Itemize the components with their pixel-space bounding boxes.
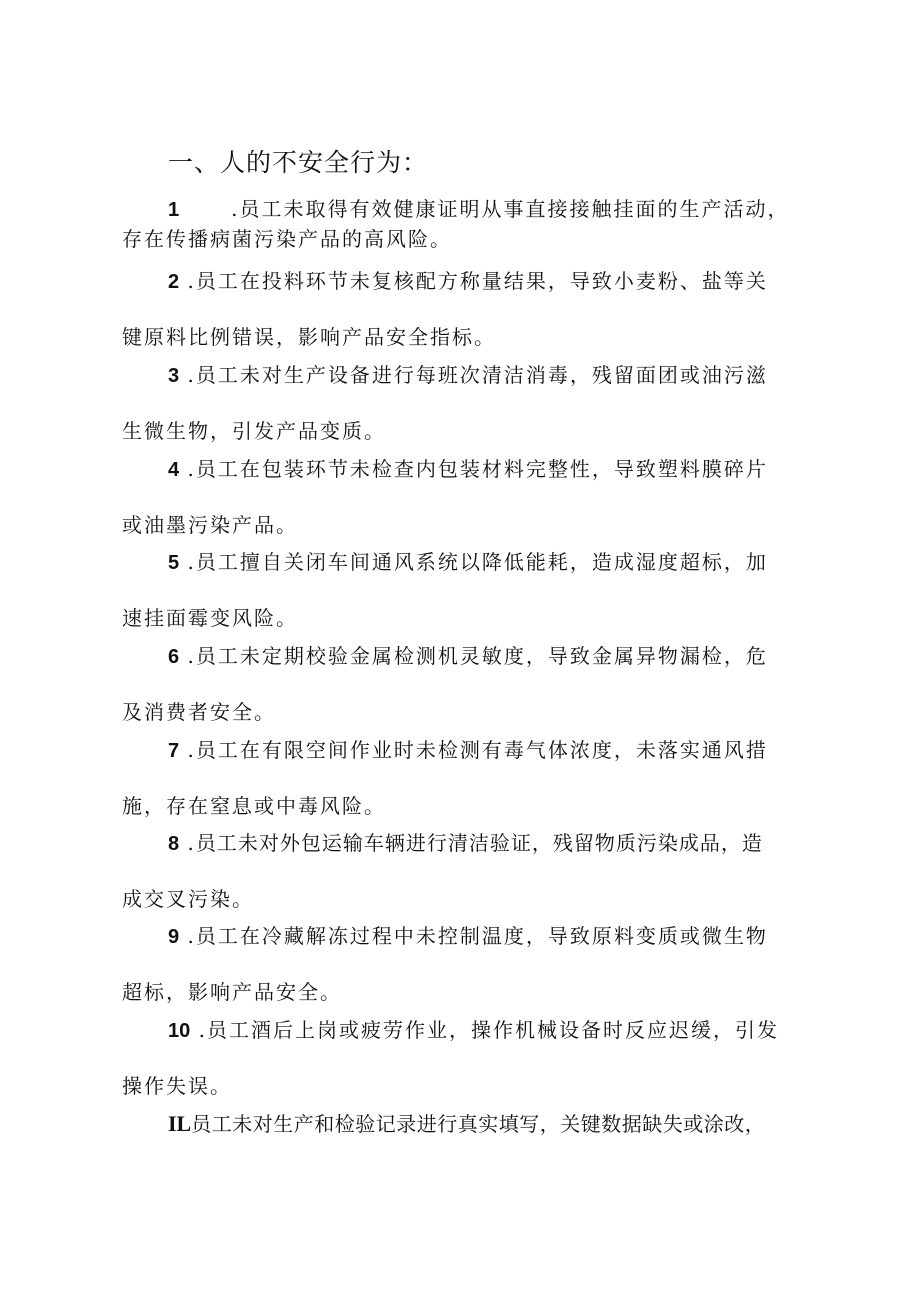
item-text-line1: 员工未对外包运输车辆进行清洁验证，残留物质污染成品，造 — [195, 831, 763, 855]
list-item-6 — [122, 640, 822, 729]
list-item-8 — [122, 827, 822, 916]
item-separator: . — [198, 1018, 207, 1042]
item-text-line1: 员工未对生产设备进行每班次清洁消毒，残留面团或油污滋 — [195, 363, 768, 387]
item-number: 3 — [168, 365, 180, 387]
item-number: 1 — [168, 199, 180, 221]
item-text-line2: 键原料比例错误，影响产品安全指标。 — [122, 325, 496, 349]
item-text-line2: 存在传播病菌污染产品的高风险。 — [122, 227, 452, 251]
item-text-line2: 及消费者安全。 — [122, 700, 276, 724]
item-text-line1: 员工未定期校验金属检测机灵敏度，导致金属异物漏检，危 — [195, 644, 768, 668]
list-item-10 — [122, 1014, 822, 1103]
list-item-7 — [122, 734, 822, 823]
item-text-line1: 员工在包装环节未检查内包装材料完整性，导致塑料膜碎片 — [195, 457, 768, 481]
item-text-line2: 操作失误。 — [122, 1074, 232, 1098]
item-number: 6 — [168, 646, 180, 668]
item-text-line2: 或油墨污染产品。 — [122, 513, 298, 537]
item-separator: . — [187, 269, 196, 293]
item-text-line1: 员工在冷藏解冻过程中未控制温度，导致原料变质或微生物 — [195, 924, 768, 948]
item-text-line1: 员工在投料环节未复核配方称量结果，导致小麦粉、盐等关 — [195, 269, 768, 293]
item-separator: . — [187, 831, 196, 855]
list-item-11 — [122, 1107, 822, 1141]
item-text-line2: 成交叉污染。 — [122, 887, 254, 911]
item-text-line1: 员工酒后上岗或疲劳作业，操作机械设备时反应迟缓，引发 — [206, 1018, 779, 1042]
list-item-2 — [122, 265, 822, 354]
item-number: 9 — [168, 926, 180, 948]
item-text-line2: 施，存在窒息或中毒风险。 — [122, 794, 386, 818]
item-text-line2: 超标，影响产品安全。 — [122, 980, 342, 1004]
item-number: 5 — [168, 552, 180, 574]
item-separator: . — [187, 644, 196, 668]
list-item-3 — [122, 359, 822, 448]
item-separator: . — [187, 738, 196, 762]
item-number: 8 — [168, 833, 180, 855]
list-item-9 — [122, 920, 822, 1009]
list-item-4 — [122, 453, 822, 542]
item-number: 2 — [168, 271, 180, 293]
item-number: IL — [168, 1111, 192, 1136]
item-text-line2: 生微生物，引发产品变质。 — [122, 419, 386, 443]
item-text-line1: 员工在有限空间作业时未检测有毒气体浓度，未落实通风措 — [195, 738, 768, 762]
list-item-1 — [122, 193, 822, 256]
item-text-line2: 速挂面霉变风险。 — [122, 606, 298, 630]
item-text-line1: 员工未对生产和检验记录进行真实填写，关键数据缺失或涂改， — [191, 1112, 766, 1136]
list-item-5 — [122, 546, 822, 635]
item-separator: . — [187, 457, 196, 481]
section-heading: 一、人的不安全行为： — [168, 148, 429, 177]
item-number: 10 — [168, 1020, 191, 1042]
item-text-line1: 员工未取得有效健康证明从事直接接触挂面的生产活动， — [239, 197, 790, 221]
item-text-line1: 员工擅自关闭车间通风系统以降低能耗，造成湿度超标，加 — [195, 550, 768, 574]
item-separator: . — [187, 363, 196, 387]
item-separator: . — [187, 924, 196, 948]
item-separator: . — [231, 197, 240, 221]
item-number: 4 — [168, 459, 180, 481]
item-separator: . — [187, 550, 196, 574]
item-number: 7 — [168, 740, 180, 762]
